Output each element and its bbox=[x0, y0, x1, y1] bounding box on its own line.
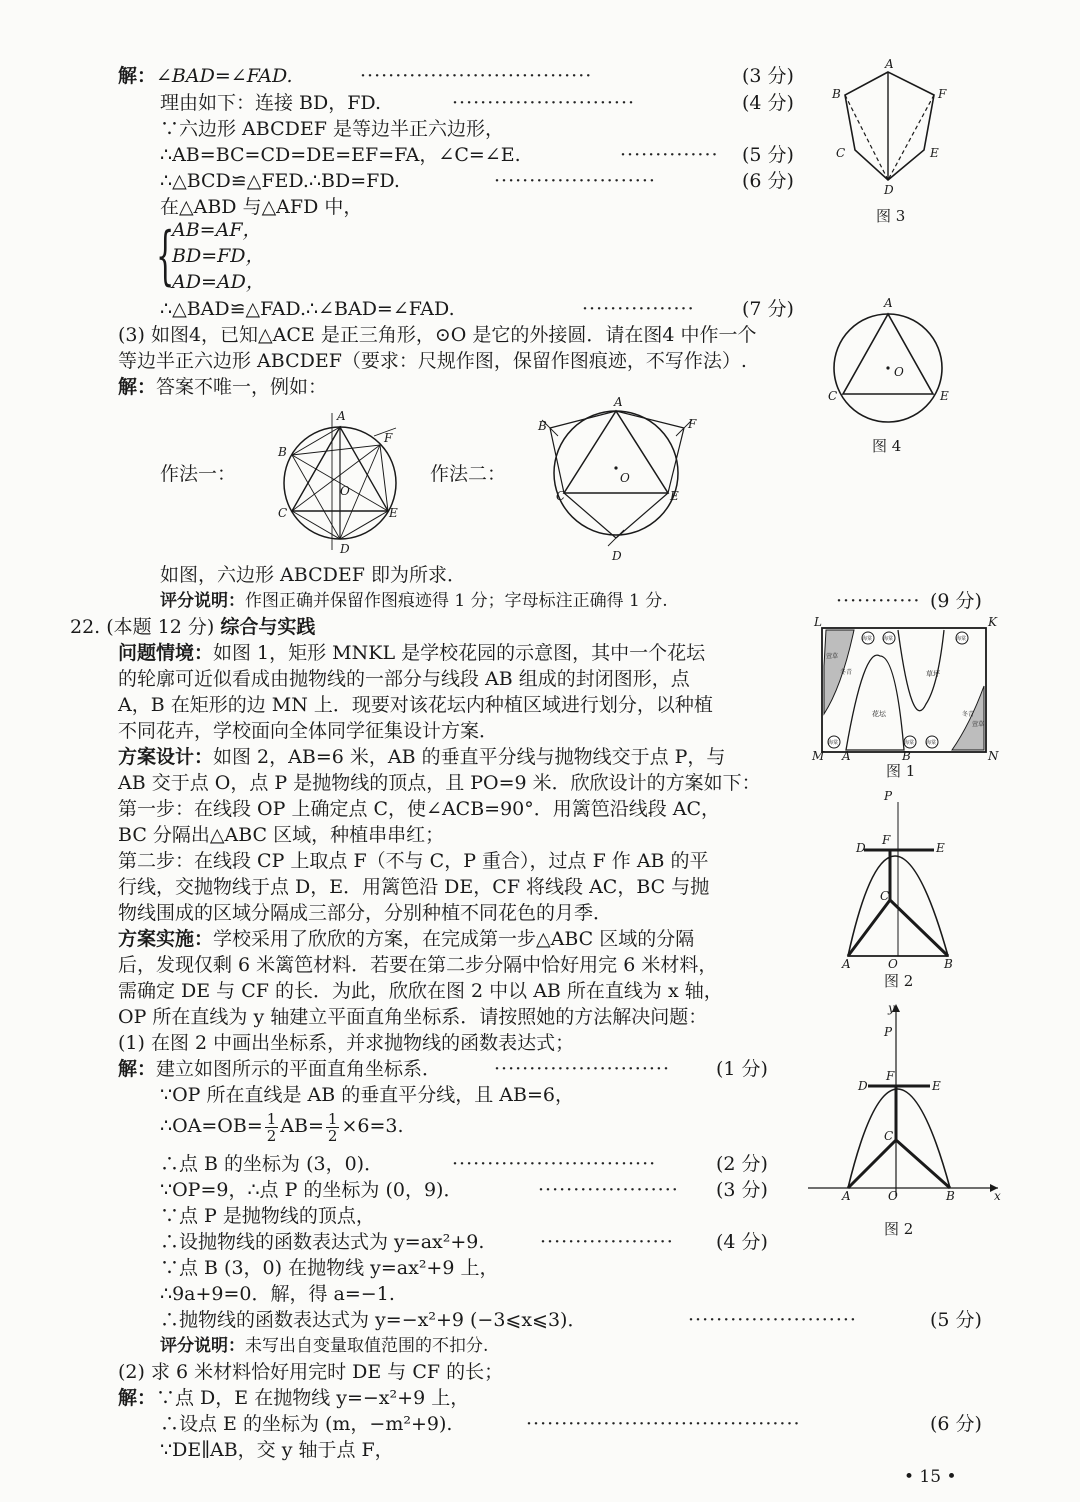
answer-line-3: ∴OA=OB= $\frac{1}{2}$ AB= $\frac{1}{2}$ ×6=3. bbox=[160, 1109, 404, 1145]
conclusion-line: 如图，六边形 ABCDEF 即为所求． bbox=[160, 564, 466, 586]
svg-text:B: B bbox=[902, 749, 911, 763]
system-line-2: BD=FD， bbox=[172, 245, 265, 267]
leader-dots: ····························· bbox=[452, 1153, 657, 1175]
problem-line-8: BC 分隔出△ABC 区域，种植串串红； bbox=[118, 824, 445, 846]
method-two-label: 作法二： bbox=[430, 463, 507, 485]
label-b: B bbox=[832, 87, 841, 101]
score-9: (9 分) bbox=[930, 590, 982, 612]
system-line-3: AD=AD， bbox=[172, 271, 265, 293]
answer-line-10: ∴抛物线的函数表达式为 y=−x²+9 (−3⩽x⩽3)． bbox=[160, 1309, 587, 1331]
scoring-note-2: 评分说明：未写出自变量取值范围的不扣分. bbox=[160, 1336, 489, 1356]
svg-text:O: O bbox=[888, 1189, 898, 1203]
answer-line-1: 解：建立如图所示的平面直角坐标系． bbox=[118, 1058, 442, 1080]
proof-line-1: 解：∠BAD=∠FAD. bbox=[118, 65, 293, 87]
proof-line-7: ∴△BAD≌△FAD.∴∠BAD=∠FAD. bbox=[160, 298, 455, 320]
svg-text:O: O bbox=[888, 957, 898, 971]
svg-text:F: F bbox=[688, 417, 697, 431]
svg-text:D: D bbox=[340, 542, 350, 556]
answer-line-2: ∵OP 所在直线是 AB 的垂直平分线，且 AB=6， bbox=[160, 1084, 574, 1106]
svg-text:F: F bbox=[882, 833, 891, 847]
question-3-line-2: 等边半正六边形 ABCDEF（要求：尺规作图，保留作图痕迹，不写作法）. bbox=[118, 350, 747, 372]
method-two-figure bbox=[532, 395, 702, 563]
label-c: C bbox=[836, 146, 846, 160]
problem-line-5: 方案设计：如图 2，AB=6 米，AB 的垂直平分线与抛物线交于点 P，与 bbox=[118, 746, 726, 768]
problem-line-9: 第二步：在线段 CP 上取点 F（不与 C，P 重合），过点 F 作 AB 的平 bbox=[118, 850, 709, 872]
leader-dots: ············ bbox=[836, 590, 921, 612]
method-one-label: 作法一： bbox=[160, 463, 237, 485]
svg-text:E: E bbox=[936, 841, 945, 855]
problem-line-10: 行线，交抛物线于点 D，E．用篱笆沿 DE，CF 将线段 AC，BC 与抛 bbox=[118, 876, 710, 898]
svg-text:海棠: 海棠 bbox=[862, 636, 873, 642]
figure-2-coordinate bbox=[808, 1000, 1008, 1210]
problem-line-2: 的轮廓可近似看成由抛物线的一部分与线段 AB 组成的封闭图形，点 bbox=[118, 668, 690, 690]
scoring-note-1: 评分说明：作图正确并保留作图痕迹得 1 分；字母标注正确得 1 分. bbox=[160, 591, 668, 611]
problem-line-14: 需确定 DE 与 CF 的长．为此，欣欣在图 2 中以 AB 所在直线为 x 轴， bbox=[118, 980, 723, 1002]
leader-dots: ·························· bbox=[452, 92, 636, 114]
svg-text:海棠: 海棠 bbox=[883, 636, 894, 642]
solution-3: 解：答案不唯一，例如： bbox=[118, 376, 328, 398]
fraction-half: $\frac{1}{2}$ bbox=[327, 1109, 338, 1145]
score-4b: (4 分) bbox=[716, 1231, 768, 1253]
answer-line-8: ∵点 B (3，0) 在抛物线 y=ax²+9 上， bbox=[160, 1257, 499, 1279]
svg-text:海棠: 海棠 bbox=[904, 740, 915, 746]
question-3-line-1: (3) 如图4，已知△ACE 是正三角形，⊙O 是它的外接圆．请在图4 中作一个 bbox=[118, 324, 757, 346]
svg-text:C: C bbox=[556, 489, 566, 503]
score-4: (4 分) bbox=[742, 92, 794, 114]
leader-dots: ···················· bbox=[538, 1179, 679, 1201]
svg-text:A: A bbox=[842, 1189, 851, 1203]
leader-dots: ························· bbox=[494, 1058, 670, 1080]
caption-figure-2-lower: 图 2 bbox=[884, 1220, 914, 1238]
svg-text:y: y bbox=[888, 1001, 895, 1015]
problem-line-3: A，B 在矩形的边 MN 上．现要对该花坛内种植区域进行划分，以种植 bbox=[118, 694, 713, 716]
score-5: (5 分) bbox=[742, 144, 794, 166]
leader-dots: ························ bbox=[688, 1309, 857, 1331]
svg-text:花坛: 花坛 bbox=[872, 710, 886, 718]
answer-line-5: ∵OP=9，∴点 P 的坐标为 (0，9)． bbox=[160, 1179, 463, 1201]
svg-text:萱草: 萱草 bbox=[826, 653, 839, 660]
score-7: (7 分) bbox=[742, 298, 794, 320]
svg-text:L: L bbox=[814, 615, 822, 629]
label-a: A bbox=[884, 296, 893, 310]
problem-line-6: AB 交于点 O，点 P 是抛物线的顶点，且 PO=9 米．欣欣设计的方案如下： bbox=[118, 772, 761, 794]
score-6: (6 分) bbox=[742, 170, 794, 192]
leader-dots: ··················· bbox=[540, 1231, 674, 1253]
svg-text:B: B bbox=[944, 957, 953, 971]
label-o: O bbox=[894, 365, 904, 379]
caption-figure-1: 图 1 bbox=[886, 762, 916, 780]
fraction-half: $\frac{1}{2}$ bbox=[266, 1109, 277, 1145]
svg-text:D: D bbox=[856, 841, 866, 855]
svg-text:A: A bbox=[842, 957, 851, 971]
svg-text:O: O bbox=[340, 484, 350, 498]
score-2: (2 分) bbox=[716, 1153, 768, 1175]
label-a: A bbox=[885, 57, 894, 71]
problem-line-13: 后，发现仅剩 6 米篱笆材料．若要在第二步分隔中恰好用完 6 米材料， bbox=[118, 954, 718, 976]
svg-text:O: O bbox=[620, 471, 630, 485]
svg-text:草坪: 草坪 bbox=[926, 670, 940, 678]
system-line-1: AB=AF， bbox=[172, 219, 262, 241]
answer-line-7: ∴设抛物线的函数表达式为 y=ax²+9. bbox=[160, 1231, 485, 1253]
problem-line-12: 方案实施：学校采用了欣欣的方案，在完成第一步△ABC 区域的分隔 bbox=[118, 928, 695, 950]
svg-text:C: C bbox=[278, 506, 288, 520]
score-5b: (5 分) bbox=[930, 1309, 982, 1331]
svg-text:B: B bbox=[538, 419, 547, 433]
leader-dots: ······················· bbox=[494, 170, 656, 192]
proof-line-3: ∵六边形 ABCDEF 是等边半正六边形， bbox=[160, 118, 504, 140]
sub-question-2: (2) 求 6 米材料恰好用完时 DE 与 CF 的长； bbox=[118, 1361, 504, 1383]
question-22-header: 22. (本题 12 分) 综合与实践 bbox=[70, 616, 316, 638]
label-e: E bbox=[930, 146, 939, 160]
dashed-bd bbox=[845, 95, 888, 180]
svg-text:F: F bbox=[886, 1069, 895, 1083]
figure-3-hexagon bbox=[830, 57, 960, 202]
svg-text:A: A bbox=[614, 395, 623, 409]
score-3b: (3 分) bbox=[716, 1179, 768, 1201]
svg-text:E: E bbox=[389, 506, 398, 520]
problem-line-15: OP 所在直线为 y 轴建立平面直角坐标系．请按照她的方法解决问题： bbox=[118, 1006, 708, 1028]
svg-text:B: B bbox=[946, 1189, 955, 1203]
svg-text:萱草: 萱草 bbox=[972, 721, 985, 728]
svg-text:D: D bbox=[612, 549, 622, 563]
leader-dots: ·············· bbox=[620, 144, 719, 166]
score-3: (3 分) bbox=[742, 65, 794, 87]
triangle-ace bbox=[843, 314, 933, 394]
label-c: C bbox=[828, 389, 838, 403]
label-f: F bbox=[938, 87, 947, 101]
svg-text:E: E bbox=[670, 489, 679, 503]
svg-text:E: E bbox=[932, 1079, 941, 1093]
sub-question-1: (1) 在图 2 中画出坐标系，并求抛物线的函数表达式； bbox=[118, 1032, 575, 1054]
answer-line-6: ∵点 P 是抛物线的顶点， bbox=[160, 1205, 375, 1227]
svg-text:D: D bbox=[858, 1079, 868, 1093]
svg-text:P: P bbox=[884, 789, 893, 803]
svg-text:M: M bbox=[812, 749, 825, 763]
svg-text:N: N bbox=[988, 749, 999, 763]
svg-text:x: x bbox=[994, 1189, 1001, 1203]
label-d: D bbox=[884, 183, 894, 197]
proof-line-5: ∴△BCD≌△FED.∴BD=FD. bbox=[160, 170, 400, 192]
brace: { bbox=[156, 219, 175, 293]
caption-figure-2-upper: 图 2 bbox=[884, 972, 914, 990]
svg-text:K: K bbox=[988, 615, 997, 629]
svg-text:海棠: 海棠 bbox=[926, 740, 937, 746]
svg-text:F: F bbox=[384, 431, 393, 445]
svg-text:冬青: 冬青 bbox=[840, 669, 853, 676]
leader-dots: ················ bbox=[582, 298, 695, 320]
answer-line-4: ∴点 B 的坐标为 (3，0)． bbox=[160, 1153, 384, 1175]
method-one-figure bbox=[270, 408, 410, 558]
problem-line-1: 问题情境：如图 1，矩形 MNKL 是学校花园的示意图，其中一个花坛 bbox=[118, 642, 706, 664]
label-e: E bbox=[940, 389, 949, 403]
proof-line-6: 在△ABD 与△AFD 中， bbox=[160, 196, 363, 218]
page-number: • 15 • bbox=[904, 1467, 957, 1487]
proof-line-4: ∴AB=BC=CD=DE=EF=FA，∠C=∠E. bbox=[160, 144, 521, 166]
center-o bbox=[886, 366, 889, 369]
figure-1-garden bbox=[812, 616, 997, 766]
svg-text:A: A bbox=[337, 409, 346, 423]
answer-line-9: ∴9a+9=0．解，得 a=−1. bbox=[160, 1283, 395, 1305]
score-6b: (6 分) bbox=[930, 1413, 982, 1435]
svg-text:海棠: 海棠 bbox=[828, 740, 839, 746]
svg-text:海棠: 海棠 bbox=[956, 636, 967, 642]
problem-line-11: 物线围成的区域分隔成三部分，分别种植不同花色的月季． bbox=[118, 902, 613, 924]
svg-text:冬青: 冬青 bbox=[962, 711, 975, 718]
answer-2-line-2: ∴设点 E 的坐标为 (m，−m²+9). bbox=[160, 1413, 453, 1435]
caption-figure-3: 图 3 bbox=[876, 207, 906, 225]
figure-2-parabola bbox=[836, 788, 966, 971]
score-1: (1 分) bbox=[716, 1058, 768, 1080]
svg-text:C: C bbox=[880, 889, 890, 903]
svg-text:P: P bbox=[884, 1025, 893, 1039]
hexagon-outline bbox=[845, 72, 934, 180]
svg-text:A: A bbox=[842, 749, 851, 763]
caption-figure-4: 图 4 bbox=[872, 437, 902, 455]
svg-text:C: C bbox=[884, 1129, 894, 1143]
leader-dots: ······································· bbox=[526, 1413, 801, 1435]
answer-2-line-1: 解：∵点 D，E 在抛物线 y=−x²+9 上， bbox=[118, 1387, 470, 1409]
leader-dots: ································· bbox=[360, 65, 593, 87]
dashed-fd bbox=[888, 95, 934, 180]
answer-2-line-3: ∵DE∥AB，交 y 轴于点 F， bbox=[160, 1439, 394, 1461]
problem-line-7: 第一步：在线段 OP 上确定点 C，使∠ACB=90°．用篱笆沿线段 AC， bbox=[118, 798, 721, 820]
figure-4-circle bbox=[826, 298, 956, 413]
svg-text:B: B bbox=[278, 445, 287, 459]
proof-line-2: 理由如下：连接 BD，FD. bbox=[160, 92, 382, 114]
problem-line-4: 不同花卉，学校面向全体同学征集设计方案． bbox=[118, 720, 499, 742]
